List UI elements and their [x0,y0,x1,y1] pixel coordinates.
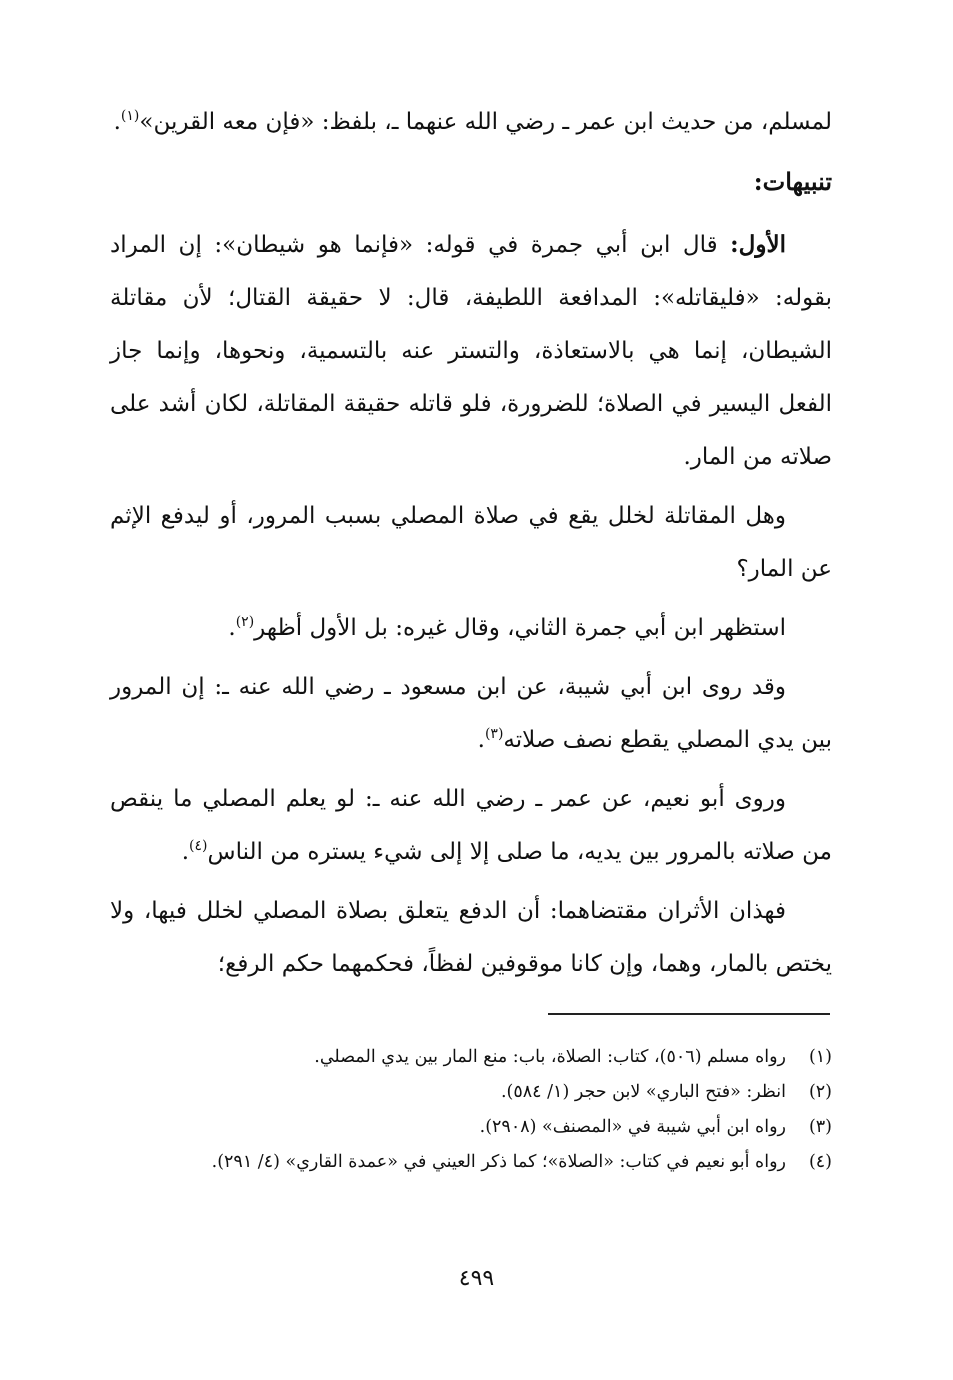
footnote-text: رواه أبو نعيم في كتاب: «الصلاة»؛ كما ذكر العيني في «عمدة القاري» (٤/ ٢٩١). [211,1152,786,1172]
footnote-item [110,1075,832,1110]
paragraph-text: وهل المقاتلة لخلل يقع في صلاة المصلي بسبب المرور، أو ليدفع الإثم عن المار؟ [110,503,832,582]
punctuation: . [181,839,190,865]
page-number: ٤٩٩ [458,1266,495,1291]
paragraph-continuation [110,96,832,149]
footnote-text: رواه ابن أبي شيبة في «المصنف» (٢٩٠٨). [479,1117,786,1137]
footnote-number: (١) [808,1047,832,1067]
footnote-ref[interactable]: (٣) [484,726,504,742]
footnote-ref[interactable]: (١) [120,108,140,124]
footnote-item [110,1110,832,1145]
paragraph-text: استظهر ابن أبي جمرة الثاني، وقال غيره: بل الأول أظهر [254,615,786,641]
note-lead: الأول: [730,231,786,258]
footnote-number: (٢) [808,1082,832,1102]
section-heading: تنبيهات: [753,167,832,196]
paragraph-text: فهذان الأثران مقتضاهما: أن الدفع يتعلق بصلاة المصلي لخلل فيها، ولا يختص بالمار، وهما، وإن كانا موقوفين لفظاً، فحكمهما حكم الرفع؛ [110,898,832,977]
paragraph-text: قال ابن أبي جمرة في قوله: «فإنما هو شيطان»: إن المراد بقوله: «فليقاتله»: المدافعة اللطيفة، قال: لا حقيقة القتال؛ لأن مقاتلة الشيطان، إنما هي بالاستعاذة، والتستر عنه بالتسمية، ونحوها، وإنما جاز الفعل اليسير في الصلاة؛ للضرورة، فلو قاتله حقيقة المقاتلة، لكان أشد على صلاته من المار. [110,232,832,470]
paragraph-umar [110,773,832,879]
paragraph-text: وقد روى ابن أبي شيبة، عن ابن مسعود ـ رضي الله عنه ـ: إن المرور بين يدي المصلي يقطع نصف صلاته [110,674,832,753]
paragraph-question [110,490,832,596]
footnote-ref[interactable]: (٤) [189,838,208,854]
footnote-number: (٣) [808,1117,832,1137]
footnote-text: انظر: «فتح الباري» لابن حجر (١/ ٥٨٤). [500,1082,786,1102]
footnotes [110,1040,832,1180]
main-text [110,96,832,997]
paragraph-conclusion [110,885,832,991]
punctuation: . [477,727,485,753]
footnote-text: رواه مسلم (٥٠٦)، كتاب: الصلاة، باب: منع المار بين يدي المصلي. [314,1047,786,1067]
footnote-item [110,1040,832,1075]
paragraph-ibn-masud [110,661,832,767]
paragraph-text: لمسلم، من حديث ابن عمر ـ رضي الله عنهما ـ، بلفظ: «فإن معه القرين» [139,109,832,135]
footnote-number: (٤) [808,1152,832,1172]
footnote-ref[interactable]: (٢) [235,614,255,630]
punctuation: . [228,615,236,641]
paragraph-first-note [110,218,832,484]
paragraph-text: وروى أبو نعيم، عن عمر ـ رضي الله عنه ـ: لو يعلم المصلي ما ينقص من صلاته بالمرور بين يديه، ما صلى إلا إلى شيء يستره من الناس [110,786,832,865]
punctuation: . [113,109,121,135]
paragraph-opinion [110,602,832,655]
footnote-divider [548,1013,830,1015]
footnote-item [110,1145,832,1180]
